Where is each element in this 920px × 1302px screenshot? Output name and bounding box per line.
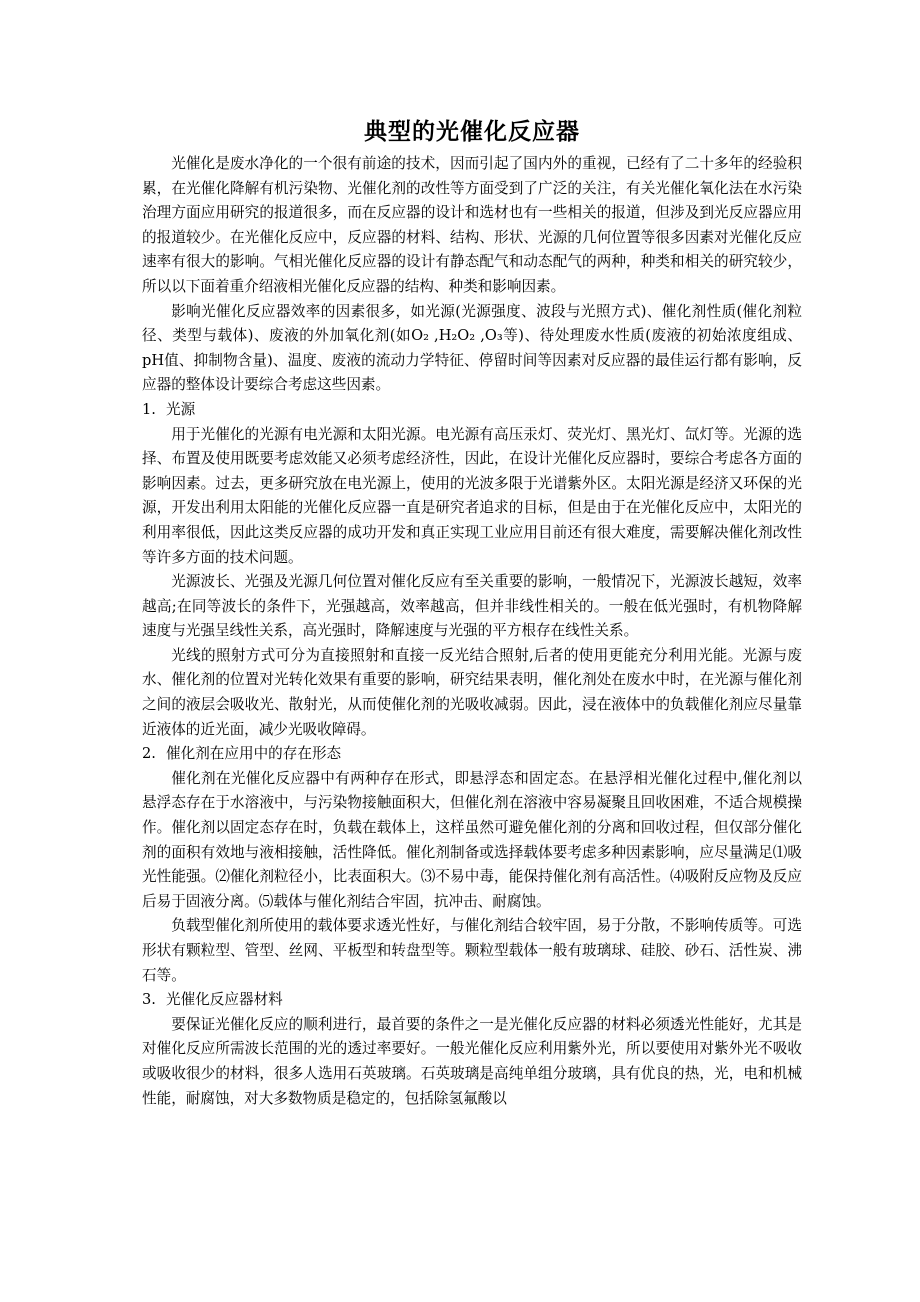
section-number: 1. <box>142 400 156 418</box>
section-number: 2. <box>142 745 156 763</box>
body-paragraph: 负载型催化剂所使用的载体要求透光性好，与催化剂结合较牢固，易于分散，不影响传质等。可选形状有颗粒型、管型、丝网、平板型和转盘型等。颗粒型载体一般有玻璃球、硅胶、砂石、活性炭、沸石等。 <box>142 917 802 984</box>
factors-paragraph: 影响光催化反应器效率的因素很多，如光源(光源强度、波段与光照方式)、催化剂性质(催化剂粒径、类型与载体)、废液的外加氧化剂(如O₂ ,H₂O₂ ,O₃等)、待处理废水性质(废液的初始浓度组成、pH值、抑制物含量)、温度、废液的流动力学特征、停留时间等因素对反应器的最佳运行都有影响，反应器的整体设计要综合考虑这些因素。 <box>142 302 802 394</box>
section-heading-text: 催化剂在应用中的存在形态 <box>166 745 342 763</box>
body-paragraph: 光源波长、光强及光源几何位置对催化反应有至关重要的影响，一般情况下，光源波长越短，效率越高;在同等波长的条件下，光强越高，效率越高，但并非线性相关的。一般在低光强时，有机物降解速度与光强呈线性关系，高光强时，降解速度与光强的平方根存在线性关系。 <box>142 573 802 640</box>
intro-paragraph: 光催化是废水净化的一个很有前途的技术，因而引起了国内外的重视，已经有了二十多年的经验积累，在光催化降解有机污染物、光催化剂的改性等方面受到了广泛的关注，有关光催化氧化法在水污染治理方面应用研究的报道很多，而在反应器的设计和选材也有一些相关的报道，但涉及到光反应器应用的报道较少。在光催化反应中，反应器的材料、结构、形状、光源的几何位置等很多因素对光催化反应速率有很大的影响。气相光催化反应器的设计有静态配气和动态配气的两种，种类和相关的研究较少，所以以下面着重介绍液相光催化反应器的结构、种类和影响因素。 <box>142 155 802 295</box>
body-paragraph: 要保证光催化反应的顺利进行，最首要的条件之一是光催化反应器的材料必须透光性能好，尤其是对催化反应所需波长范围的光的透过率要好。一般光催化反应利用紫外光，所以要使用对紫外光不吸收或吸收很少的材料，很多人选用石英玻璃。石英玻璃是高纯单组分玻璃，具有优良的热，光，电和机械性能，耐腐蚀，对大多数物质是稳定的，包括除氢氟酸以 <box>142 1015 802 1107</box>
section-heading-light-source <box>142 398 802 423</box>
body-paragraph: 用于光催化的光源有电光源和太阳光源。电光源有高压汞灯、荧光灯、黑光灯、氙灯等。光源的选择、布置及使用既要考虑效能又必须考虑经济性，因此，在设计光催化反应器时，要综合考虑各方面的影响因素。过去，更多研究放在电光源上，使用的光波多限于光谱紫外区。太阳光源是经济又环保的光源，开发出利用太阳能的光催化反应器一直是研究者追求的目标，但是由于在光催化反应中，太阳光的利用率很低，因此这类反应器的成功开发和真正实现工业应用目前还有很大难度，需要解决催化剂改性等许多方面的技术问题。 <box>142 425 802 566</box>
document-title: 典型的光催化反应器 <box>364 119 580 145</box>
section-number: 3. <box>142 991 156 1009</box>
section-heading-catalyst-form <box>142 742 802 767</box>
section-heading-text: 光源 <box>166 400 196 418</box>
body-paragraph: 光线的照射方式可分为直接照射和直接一反光结合照射,后者的使用更能充分利用光能。光源与废水、催化剂的位置对光转化效果有重要的影响，研究结果表明，催化剂处在废水中时，在光源与催化剂之间的液层会吸收光、散射光，从而使催化剂的光吸收减弱。因此，浸在液体中的负载催化剂应尽量靠近液体的近光面，减少光吸收障碍。 <box>142 646 802 738</box>
body-paragraph: 催化剂在光催化反应器中有两种存在形式，即悬浮态和固定态。在悬浮相光催化过程中,催化剂以悬浮态存在于水溶液中，与污染物接触面积大，但催化剂在溶液中容易凝聚且回收困难，不适合规模操作。催化剂以固定态存在时，负载在载体上，这样虽然可避免催化剂的分离和回收过程，但仅部分催化剂的面积有效地与液相接触，活性降低。催化剂制备或选择载体要考虑多种因素影响，应尽量满足⑴吸光性能强。⑵催化剂粒径小，比表面积大。⑶不易中毒，能保持催化剂有高活性。⑷吸附反应物及反应后易于固液分离。⑸载体与催化剂结合牢固，抗冲击、耐腐蚀。 <box>142 769 802 910</box>
section-heading-text: 光催化反应器材料 <box>166 991 283 1009</box>
section-heading-reactor-material <box>142 988 802 1013</box>
document-page <box>142 112 802 1111</box>
